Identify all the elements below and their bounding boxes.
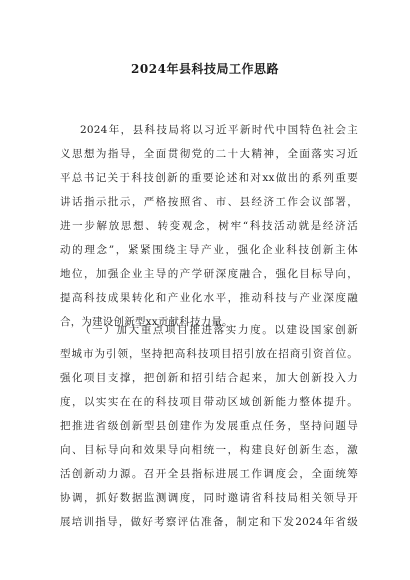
document-title: 2024年县科技局工作思路 [131, 62, 279, 76]
paragraph-line: 展培训指导，做好考察评估准备，制定和下发2024年省级 [60, 516, 358, 528]
paragraph-line: 把推进省级创新型县创建作为发展重点任务，坚持问题导 [60, 420, 358, 432]
paragraph-line: 平总书记关于科技创新的重要论述和对xx做出的系列重要 [60, 172, 358, 184]
paragraph-line: 协调，抓好数据监测调度，同时邀请省科技局相关领导开 [60, 492, 358, 504]
paragraph-line: 型城市为引领，坚持把高科技项目招引放在招商引资首位。 [60, 348, 358, 360]
paragraph-intro [60, 118, 358, 334]
paragraph-line: （一）加大重点项目推进落实力度。以建设国家创新 [80, 324, 358, 336]
paragraph-line: 活创新动力源。召开全县指标进展工作调度会，全面统筹 [60, 468, 358, 480]
paragraph-line: 义思想为指导，全面贯彻党的二十大精神，全面落实习近 [60, 148, 358, 160]
paragraph-line: 讲话指示批示，严格按照省、市、县经济工作会议部署， [60, 196, 358, 208]
paragraph-line: 进一步解放思想、转变观念，树牢“科技活动就是经济活 [60, 220, 358, 232]
paragraph-line: 向、目标导向和效果导向相统一，构建良好创新生态，激 [60, 444, 358, 456]
paragraph-line: 地位，加强企业主导的产学研深度融合，强化目标导向， [60, 268, 358, 280]
paragraph-line: 强化项目支撑，把创新和招引结合起来，加大创新投入力 [60, 372, 358, 384]
paragraph-line: 提高科技成果转化和产业化水平，推动科技与产业深度融 [60, 292, 358, 304]
paragraph-line: 动的理念”，紧紧围绕主导产业，强化企业科技创新主体 [60, 244, 358, 256]
paragraph-line: 2024年，县科技局将以习近平新时代中国特色社会主 [80, 124, 358, 136]
paragraph-section-one [60, 318, 358, 534]
paragraph-line: 合，为建设创新型xx贡献科技力量。 [60, 316, 233, 328]
paragraph-line: 度，以实实在在的科技项目带动区域创新能力整体提升。 [60, 396, 358, 408]
